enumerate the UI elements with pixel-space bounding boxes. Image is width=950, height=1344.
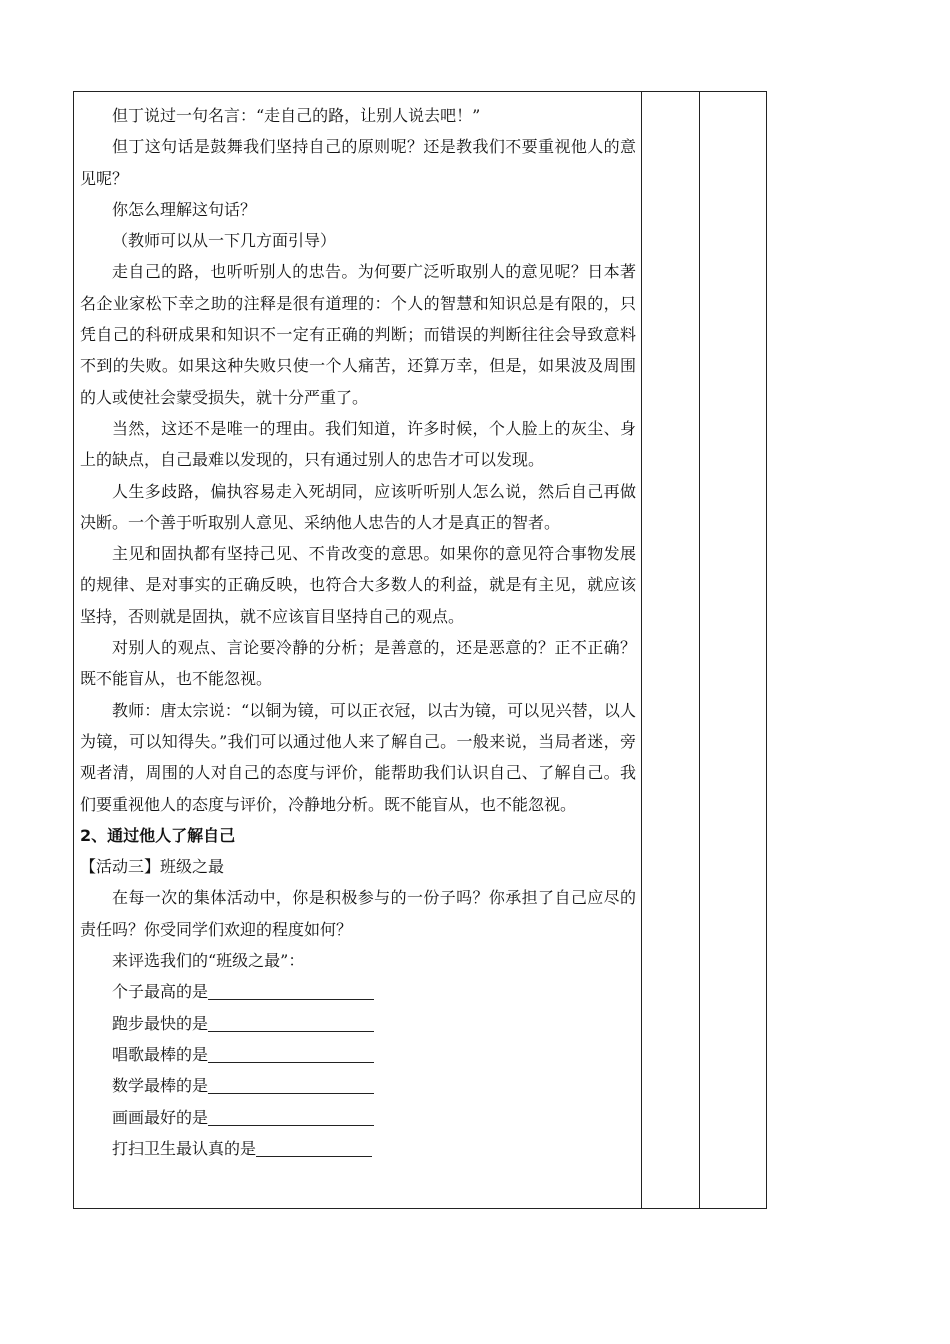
superlative-label: 数学最棒的是 (112, 1076, 209, 1096)
superlative-item (80, 1102, 636, 1133)
superlative-label: 打扫卫生最认真的是 (112, 1138, 257, 1158)
paragraph: 走自己的路，也听听别人的忠告。为何要广泛听取别人的意见呢？日本著名企业家松下幸之助的注释是很有道理的：个人的智慧和知识总是有限的，只凭自己的科研成果和知识不一定有正确的判断；而错误的判断往往会导致意料不到的失败。如果这种失败只使一个人痛苦，还算万幸，但是，如果波及周围的人或使社会蒙受损失，就十分严重了。 (80, 262, 636, 407)
section-heading: 2、通过他人了解自己 (80, 825, 236, 845)
lesson-table (73, 91, 767, 1209)
superlative-item (80, 1039, 636, 1070)
answer-blank[interactable] (208, 1015, 374, 1032)
paragraph: 当然，这还不是唯一的理由。我们知道，许多时候，个人脸上的灰尘、身上的缺点，自己最难以发现的，只有通过别人的忠告才可以发现。 (80, 418, 636, 470)
superlative-label: 画画最好的是 (112, 1107, 209, 1127)
superlative-item (80, 1070, 636, 1101)
vote-prompt: 来评选我们的“班级之最”： (112, 951, 305, 971)
answer-blank[interactable] (208, 983, 374, 1000)
paragraph: 但丁这句话是鼓舞我们坚持自己的原则呢？还是教我们不要重视他人的意见呢？ (80, 137, 636, 188)
paragraph: （教师可以从一下几方面引导） (112, 231, 337, 251)
paragraph: 教师：唐太宗说：“以铜为镜，可以正衣冠，以古为镜，可以见兴替，以人为镜，可以知得失。”我们可以通过他人来了解自己。一般来说，当局者迷，旁观者清，周围的人对自己的态度与评价，能帮助我们认识自己、了解自己。我们要重视他人的态度与评价，冷静地分析。既不能盲从，也不能忽视。 (80, 700, 636, 814)
superlative-item (80, 1133, 636, 1164)
superlative-label: 唱歌最棒的是 (112, 1044, 209, 1064)
superlative-item (80, 1008, 636, 1039)
paragraph: 你怎么理解这句话？ (112, 199, 257, 219)
activity-intro: 在每一次的集体活动中，你是积极参与的一份子吗？你承担了自己应尽的责任吗？你受同学们欢迎的程度如何？ (80, 888, 636, 939)
paragraph: 对别人的观点、言论要冷静的分析；是善意的，还是恶意的？正不正确？既不能盲从，也不能忽视。 (80, 638, 636, 689)
answer-blank[interactable] (208, 1109, 374, 1126)
superlative-item (80, 976, 636, 1007)
answer-blank[interactable] (208, 1046, 374, 1063)
superlative-label: 个子最高的是 (112, 982, 209, 1002)
superlative-label: 跑步最快的是 (112, 1013, 209, 1033)
answer-blank[interactable] (208, 1077, 374, 1094)
paragraph: 人生多歧路，偏执容易走入死胡同，应该听听别人怎么说，然后自己再做决断。一个善于听取别人意见、采纳他人忠告的人才是真正的智者。 (80, 481, 636, 532)
column-divider (699, 92, 700, 1208)
activity-title: 【活动三】班级之最 (80, 857, 225, 877)
paragraph: 但丁说过一句名言：“走自己的路，让别人说去吧！” (112, 106, 481, 125)
answer-blank[interactable] (256, 1140, 372, 1157)
lesson-content (80, 100, 636, 1164)
paragraph: 主见和固执都有坚持己见、不肯改变的意思。如果你的意见符合事物发展的规律、是对事实的正确反映，也符合大多数人的利益，就是有主见，就应该坚持，否则就是固执，就不应该盲目坚持自己的观点。 (80, 544, 636, 626)
column-divider (641, 92, 642, 1208)
